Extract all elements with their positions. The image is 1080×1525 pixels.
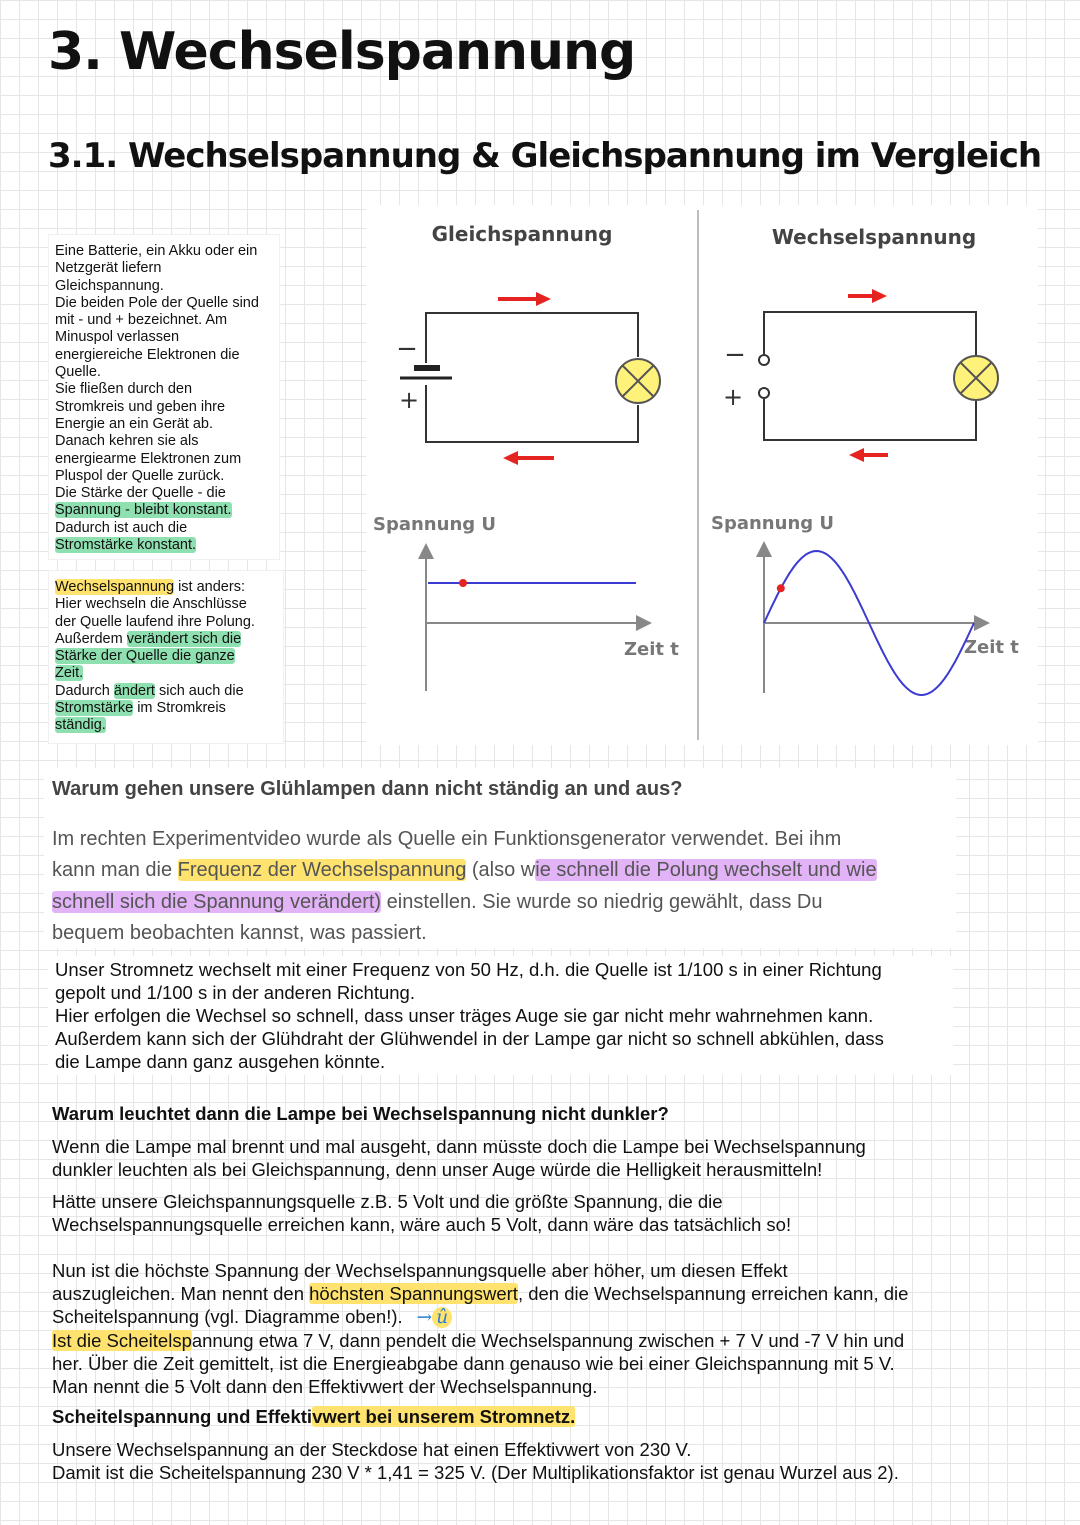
highlight-green: verändert sich die xyxy=(126,630,242,647)
text-line: Unser Stromnetz wechselt mit einer Frequenz von 50 Hz, d.h. die Quelle ist 1/100 s in einer Richtung xyxy=(55,959,882,980)
arrow-right-icon xyxy=(498,292,551,306)
ac-voltage-graph xyxy=(711,513,1019,695)
text-line: Dadurch ist auch die xyxy=(55,519,188,536)
text-fragment: ist anders: xyxy=(174,579,245,595)
text-fragment: Außerdem xyxy=(55,630,127,647)
text-line: die Lampe dann ganz ausgehen könnte. xyxy=(55,1051,386,1072)
text-fragment: Scheitelspannung (vgl. Diagramme oben!). xyxy=(52,1306,403,1327)
highlight-green: Spannung - bleibt konstant. xyxy=(55,502,232,519)
highlight-green: Stromstärke konstant. xyxy=(55,537,197,554)
highlight-green: Stärke der Quelle die ganze xyxy=(55,648,235,665)
text-line: her. Über die Zeit gemittelt, ist die Energieabgabe dann genauso wie bei einer Gleichspannung mit 5 V. xyxy=(52,1353,895,1374)
highlight-yellow: vwert bei unserem Stromnetz. xyxy=(312,1406,576,1427)
text-line: Nun ist die höchste Spannung der Wechselspannungsquelle aber höher, um diesen Effekt xyxy=(52,1260,788,1281)
text-fragment: sich auch die xyxy=(154,682,244,699)
ac-title: Wechselspannung xyxy=(771,225,977,249)
ac-marker-point xyxy=(777,584,785,592)
text-line: Netzgerät liefern xyxy=(55,260,162,277)
text-fragment: einstellen. Sie wurde so niedrig gewählt, dass Du xyxy=(381,890,823,913)
y-axis-label: Spannung U xyxy=(711,513,835,534)
highlight-green: Stromstärke xyxy=(55,700,134,717)
frequency-section xyxy=(48,956,953,1075)
text-line: energiearme Elektronen zum xyxy=(55,450,242,467)
brightness-paragraph xyxy=(52,1135,1012,1181)
text-line: Stromkreis und geben ihre xyxy=(55,398,226,415)
minus-sign: − xyxy=(724,340,746,370)
lamp-icon xyxy=(616,359,660,403)
text-line: Im rechten Experimentvideo wurde als Quelle ein Funktionsgenerator verwendet. Bei ihm xyxy=(52,827,842,850)
terminal-icon xyxy=(759,355,769,365)
x-axis-label: Zeit t xyxy=(964,637,1019,658)
arrow-left-icon xyxy=(849,448,888,462)
text-line: dunkler leuchten als bei Gleichspannung, denn unser Auge würde die Helligkeit herausmitteln! xyxy=(52,1159,823,1180)
text-line: Wechselspannungsquelle erreichen kann, wäre auch 5 Volt, dann wäre das tatsächlich so! xyxy=(52,1214,792,1235)
text-line: Wenn die Lampe mal brennt und mal ausgeht, dann müsste doch die Lampe bei Wechselspannung xyxy=(52,1136,866,1157)
text-line: Damit ist die Scheitelspannung 230 V * 1,41 = 325 V. (Der Multiplikationsfaktor ist genau Wurzel aus 2). xyxy=(52,1462,899,1483)
ac-circuit xyxy=(723,289,998,462)
text-line: der Quelle laufend ihre Polung. xyxy=(55,613,255,630)
text-line: gepolt und 1/100 s in der anderen Richtung. xyxy=(55,982,415,1003)
highlight-green: ständig. xyxy=(55,717,106,734)
text-line: Eine Batterie, ein Akku oder ein xyxy=(55,243,258,259)
text-line: Danach kehren sie als xyxy=(55,433,199,450)
text-line: Sie fließen durch den xyxy=(55,381,193,398)
text-fragment: Dadurch xyxy=(55,682,114,699)
dc-explanation-box xyxy=(48,234,280,560)
arrow-left-icon xyxy=(503,451,554,465)
text-fragment: kann man die xyxy=(52,859,178,881)
text-line: Quelle. xyxy=(55,364,101,381)
dc-voltage-graph xyxy=(373,514,679,691)
highlight-green: ändert xyxy=(113,682,155,699)
lamp-icon xyxy=(954,356,998,400)
terminal-icon xyxy=(759,388,769,398)
battery-negative-plate xyxy=(414,365,440,371)
comparison-diagram xyxy=(366,205,1038,745)
text-line: Gleichspannung. xyxy=(55,277,164,294)
text-fragment: Scheitelspannung und Effekti xyxy=(52,1406,313,1427)
text-line: Pluspol der Quelle zurück. xyxy=(55,467,225,484)
y-axis-label: Spannung U xyxy=(373,514,497,535)
text-line: Minuspol verlassen xyxy=(55,329,180,346)
text-line: Außerdem kann sich der Glühdraht der Glühwendel in der Lampe gar nicht so schnell abkühlen, dass xyxy=(55,1028,884,1049)
dc-marker-point xyxy=(459,579,467,587)
peak-voltage-paragraph xyxy=(52,1259,1052,1398)
page-title: 3. Wechselspannung xyxy=(48,22,636,82)
text-fragment: im Stromkreis xyxy=(133,700,226,717)
highlight-green: Zeit. xyxy=(55,665,84,682)
text-line: Hätte unsere Gleichspannungsquelle z.B. 5 Volt und die größte Spannung, die die xyxy=(52,1191,723,1212)
section-subtitle: 3.1. Wechselspannung & Gleichspannung im Vergleich xyxy=(48,136,1042,176)
dc-circuit xyxy=(396,292,660,465)
text-line: energiereiche Elektronen die xyxy=(55,346,240,363)
plus-sign: + xyxy=(722,383,744,411)
highlight-yellow: höchsten Spannungswert xyxy=(309,1283,518,1304)
text-line: bequem beobachten kannst, was passiert. xyxy=(52,922,427,944)
arrow-right-icon: → xyxy=(416,1307,433,1328)
lamp-question-section xyxy=(44,768,956,948)
section-heading: Warum leuchtet dann die Lampe bei Wechselspannung nicht dunkler? xyxy=(52,1103,669,1124)
text-line: Die Stärke der Quelle - die xyxy=(55,485,226,502)
section-heading xyxy=(52,1405,575,1428)
highlight-purple: ie schnell die Polung wechselt und wie xyxy=(535,859,877,881)
text-line: Die beiden Pole der Quelle sind xyxy=(55,294,259,311)
text-fragment: annung etwa 7 V, dann pendelt die Wechselspannung zwischen + 7 V und -7 V hin und xyxy=(191,1330,905,1351)
dc-title: Gleichspannung xyxy=(431,222,613,246)
text-line: Unsere Wechselspannung an der Steckdose hat einen Effektivwert von 230 V. xyxy=(52,1439,692,1460)
arrow-right-icon xyxy=(848,289,887,303)
example-paragraph xyxy=(52,1190,1012,1236)
highlight-yellow: Ist die Scheitelsp xyxy=(52,1330,192,1351)
highlight-yellow: Frequenz der Wechselspannung xyxy=(177,859,467,881)
x-axis-label: Zeit t xyxy=(624,639,679,660)
minus-sign: − xyxy=(396,334,418,364)
text-line: Man nennt die 5 Volt dann den Effektivwert der Wechselspannung. xyxy=(52,1376,598,1397)
ac-explanation-box xyxy=(48,570,284,744)
text-line: Energie an ein Gerät ab. xyxy=(55,415,213,432)
comparison-figure xyxy=(366,205,1038,745)
text-line: Hier erfolgen die Wechsel so schnell, dass unser träges Auge sie gar nicht mehr wahrnehmen kann. xyxy=(55,1005,874,1026)
text-fragment: , den die Wechselspannung erreichen kann, die xyxy=(517,1283,909,1304)
peak-symbol: û xyxy=(432,1307,452,1328)
text-line: Hier wechseln die Anschlüsse xyxy=(55,596,247,613)
text-line: mit - und + bezeichnet. Am xyxy=(55,312,228,329)
section-heading: Warum gehen unsere Glühlampen dann nicht ständig an und aus? xyxy=(52,778,683,800)
plus-sign: + xyxy=(398,386,420,414)
mains-voltage-paragraph xyxy=(52,1438,1052,1484)
highlight-yellow: Wechselspannung xyxy=(55,579,175,595)
text-fragment: (also w xyxy=(466,859,536,881)
highlight-purple: schnell sich die Spannung verändert) xyxy=(52,890,382,913)
text-fragment: auszugleichen. Man nennt den xyxy=(52,1283,310,1304)
